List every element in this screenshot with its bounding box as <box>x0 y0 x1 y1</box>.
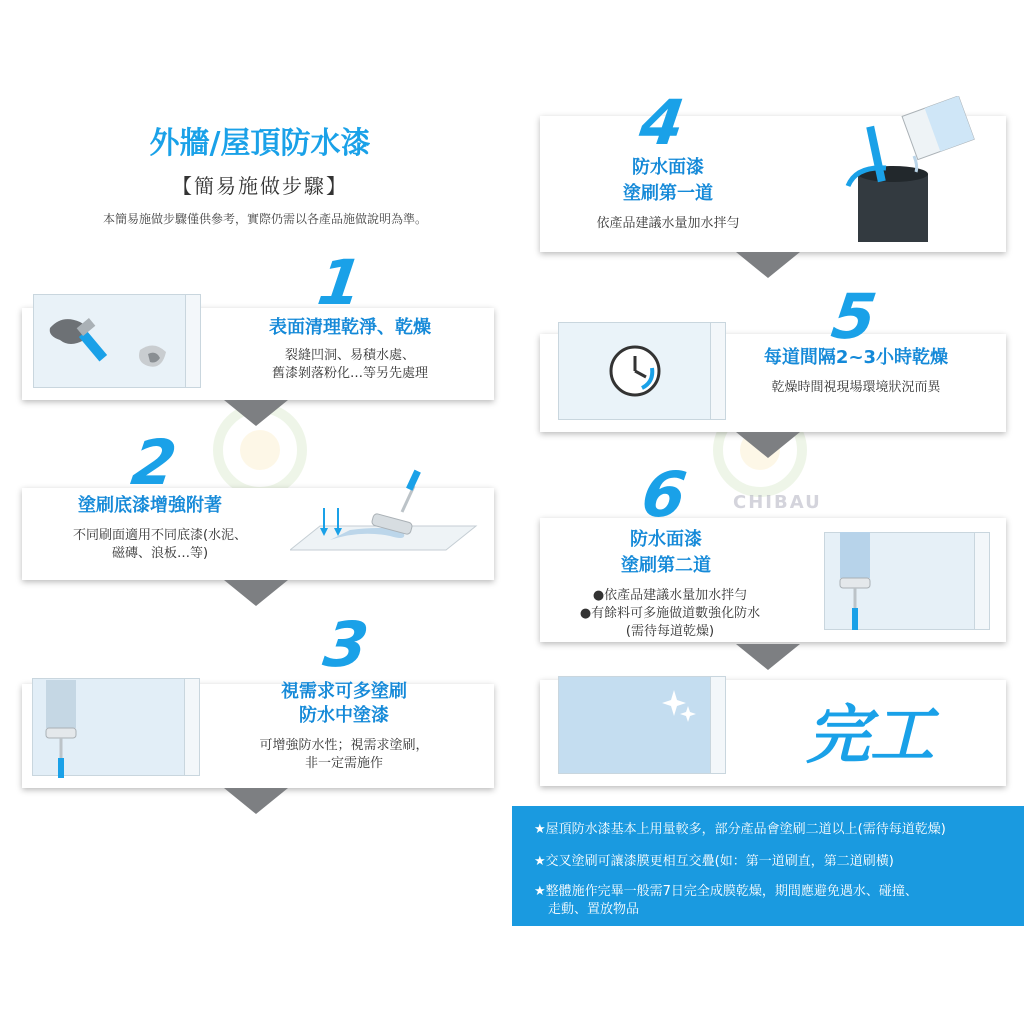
sparkle-icon <box>660 688 700 728</box>
note-3-line-2: 走動、置放物品 <box>548 902 640 917</box>
step-3-roller-icon <box>40 680 80 780</box>
step-3-title-line-2: 防水中塗漆 <box>299 705 389 726</box>
watermark-text-right: CHIBAU <box>733 492 822 513</box>
step-5-desc: 乾燥時間視現場環境狀況而異 <box>771 380 941 395</box>
step-3-title-line-1: 視需求可多塗刷 <box>281 681 407 702</box>
page-subtitle: 【簡易施做步驟】 <box>172 174 348 198</box>
note-2: ★交叉塗刷可讓漆膜更相互交疊(如：第一道刷直，第二道刷橫) <box>534 854 894 869</box>
roller-icon <box>290 466 480 566</box>
note-3-line-1: ★整體施作完畢一般需7日完全成膜乾燥，期間應避免遇水、碰撞、 <box>534 884 918 899</box>
step-3-wall-side <box>184 678 200 776</box>
step-4-title-line-1: 防水面漆 <box>632 157 704 178</box>
step-6-title-line-2: 塗刷第二道 <box>621 555 711 576</box>
step-2-title: 塗刷底漆增強附著 <box>78 495 222 516</box>
step-4-arrow <box>736 252 800 278</box>
step-4-number: 4 <box>635 86 689 159</box>
page-title: 外牆/屋頂防水漆 <box>149 126 371 161</box>
finish-label: 完工 <box>806 699 934 773</box>
step-5-arrow <box>736 432 800 458</box>
step-6-desc-line-2: ●有餘料可多施做道數強化防水 <box>579 606 761 621</box>
step-1-title: 表面清理乾淨、乾燥 <box>269 317 431 338</box>
step-4-desc: 依產品建議水量加水拌勻 <box>596 216 740 231</box>
step-1-wall-side <box>185 294 201 388</box>
step-2-arrow <box>224 580 288 606</box>
step-1-desc-line-1: 裂縫凹洞、易積水處、 <box>284 348 415 363</box>
step-5-number: 5 <box>827 280 881 353</box>
step-1-number: 1 <box>313 246 367 319</box>
step-1-arrow <box>224 400 288 426</box>
step-2-number: 2 <box>127 426 181 499</box>
step-6-arrow <box>736 644 800 670</box>
crack-illustration-icon <box>40 300 180 380</box>
bucket-icon <box>836 96 986 246</box>
step-3-arrow <box>224 788 288 814</box>
step-3-desc-line-2: 非一定需施作 <box>304 756 383 771</box>
step-6-wall-side <box>974 532 990 630</box>
step-2-desc-line-1: 不同刷面適用不同底漆(水泥、 <box>72 528 248 543</box>
step-3-desc-line-1: 可增強防水性；視需求塗刷， <box>259 738 429 753</box>
note-1: ★屋頂防水漆基本上用量較多，部分產品會塗刷二道以上(需待每道乾燥) <box>534 822 946 837</box>
finish-wall-side <box>710 676 726 774</box>
clock-icon <box>608 344 662 398</box>
step-6-desc-line-3: (需待每道乾燥) <box>625 624 715 639</box>
step-6-number: 6 <box>637 458 691 531</box>
page-note: 本簡易施做步驟僅供參考，實際仍需以各產品施做說明為準。 <box>102 212 427 226</box>
step-3-number: 3 <box>319 608 373 681</box>
step-1-desc-line-2: 舊漆剝落粉化…等另先處理 <box>271 366 428 381</box>
step-6-roller-icon <box>834 532 874 632</box>
step-4-title-line-2: 塗刷第一道 <box>623 183 713 204</box>
step-6-title-line-1: 防水面漆 <box>630 529 702 550</box>
step-2-desc-line-2: 磁磚、浪板…等) <box>111 546 209 561</box>
step-5-title: 每道間隔2~3小時乾燥 <box>763 347 949 368</box>
step-6-desc-line-1: ●依產品建議水量加水拌勻 <box>592 588 748 603</box>
step-5-wall-side <box>710 322 726 420</box>
